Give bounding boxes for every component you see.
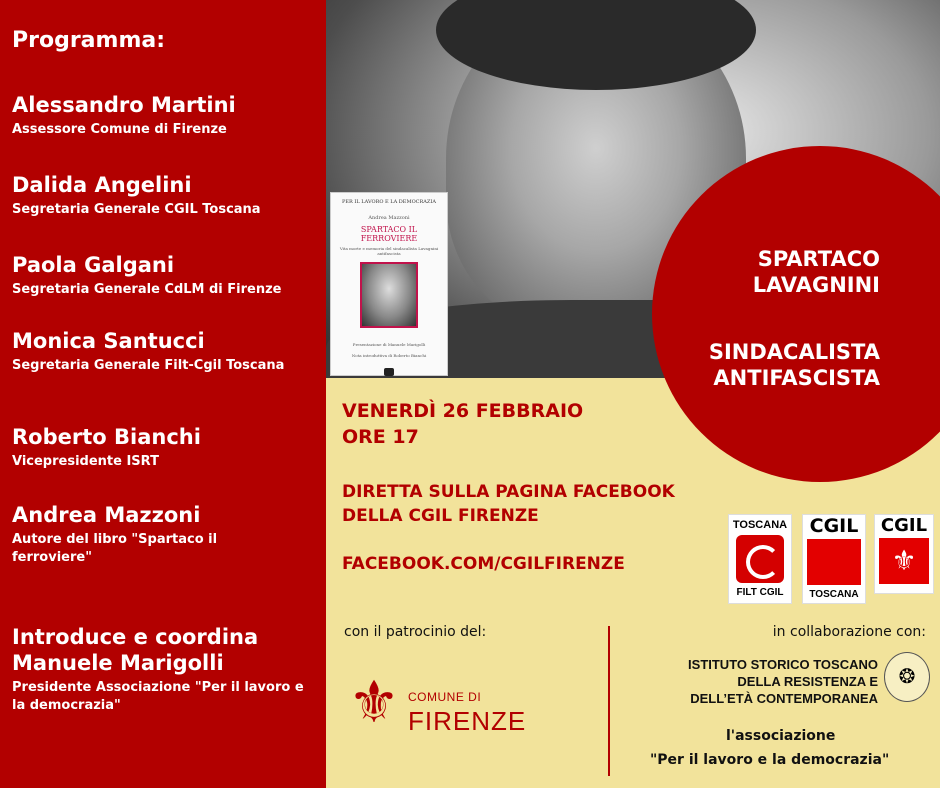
- event-time: ORE 17: [342, 426, 419, 448]
- speaker-5: [12, 424, 320, 471]
- patronage-label: con il patrocinio del:: [344, 624, 487, 640]
- cgil-firenze-logo: [874, 514, 934, 594]
- speaker-name: Paola Galgani: [12, 253, 175, 277]
- isrt-line-1: ISTITUTO STORICO TOSCANO: [688, 657, 878, 672]
- stream-line-2: DELLA CGIL FIRENZE: [342, 506, 539, 526]
- speaker-role: Assessore Comune di Firenze: [12, 122, 227, 137]
- book-series: PER IL LAVORO E LA DEMOCRAZIA: [342, 199, 436, 205]
- association-name: "Per il lavoro e la democrazia": [650, 752, 890, 768]
- comune-big-text: FIRENZE: [408, 706, 527, 736]
- isrt-line-2: DELLA RESISTENZA E: [737, 674, 878, 689]
- cgil-toscana-logo: [802, 514, 866, 604]
- speaker-name: Roberto Bianchi: [12, 425, 201, 449]
- circle-name: SPARTACO LAVAGNINI: [752, 247, 880, 297]
- cgil-red-square-icon: [807, 539, 861, 585]
- publisher-logo-icon: [384, 368, 394, 376]
- filt-logo-top: TOSCANA: [732, 519, 788, 531]
- book-preface: Presentazione di Manuele Marigolli: [352, 342, 426, 347]
- speaker-role: Segretaria Generale CGIL Toscana: [12, 202, 261, 217]
- speaker-1: [12, 92, 320, 139]
- moderator-intro: Introduce e coordina: [12, 625, 259, 649]
- speaker-name: Monica Santucci: [12, 329, 205, 353]
- moderator-name: Manuele Marigolli: [12, 651, 224, 675]
- stream-line-1: DIRETTA SULLA PAGINA FACEBOOK: [342, 482, 675, 502]
- comune-firenze-logo: [344, 668, 564, 738]
- facebook-link[interactable]: FACEBOOK.COM/CGILFIRENZE: [342, 554, 625, 574]
- isrt-line-3: DELL’ETÀ CONTEMPORANEA: [690, 691, 878, 706]
- book-title: SPARTACO IL FERROVIERE: [360, 225, 418, 243]
- isrt-name: [640, 656, 878, 707]
- book-cover: [330, 192, 448, 376]
- speaker-6: [12, 502, 272, 567]
- cgil-toscana-bottom: TOSCANA: [809, 589, 859, 600]
- moderator: [12, 624, 318, 715]
- cgil-firenze-top: CGIL: [880, 515, 928, 536]
- speaker-3: [12, 252, 320, 299]
- speaker-2: [12, 172, 320, 219]
- speaker-role: Segretaria Generale CdLM di Firenze: [12, 282, 282, 297]
- speaker-4: [12, 328, 320, 375]
- event-stream: [342, 480, 675, 528]
- circle-subtitle: SINDACALISTA ANTIFASCISTA: [708, 340, 880, 390]
- cgil-toscana-top: CGIL: [809, 515, 859, 537]
- speaker-role: Segretaria Generale Filt-Cgil Toscana: [12, 358, 285, 373]
- program-panel: [0, 0, 326, 788]
- speaker-name: Andrea Mazzoni: [12, 503, 201, 527]
- event-datetime: [342, 398, 583, 450]
- filt-logo-bottom: FILT CGIL: [736, 587, 784, 598]
- book-author: Andrea Mazzoni: [368, 215, 410, 221]
- speaker-role: Autore del libro "Spartaco il ferroviere": [12, 532, 218, 565]
- speaker-role: Vicepresidente ISRT: [12, 454, 159, 469]
- filt-wheel-icon: [736, 535, 784, 583]
- isrt-seal-icon: ❂: [884, 652, 930, 702]
- association-label: l'associazione: [726, 728, 836, 744]
- book-note: Nota introduttiva di Roberto Bianchi: [351, 353, 427, 358]
- moderator-role: Presidente Associazione "Per il lavoro e la democrazia": [12, 680, 304, 713]
- book-subtitle: Vita morte e memoria del sindacalista Lavagnini antifascista: [339, 246, 439, 256]
- comune-small-text: COMUNE DI: [408, 690, 482, 704]
- footer-divider: [608, 626, 610, 776]
- fleur-de-lis-icon: ⚜: [879, 538, 929, 584]
- speaker-name: Alessandro Martini: [12, 93, 236, 117]
- event-date: VENERDÌ 26 FEBBRAIO: [342, 400, 584, 422]
- program-heading: Programma:: [12, 28, 166, 53]
- speaker-name: Dalida Angelini: [12, 173, 192, 197]
- collaboration-label: in collaborazione con:: [772, 624, 926, 640]
- filt-cgil-logo: [728, 514, 792, 604]
- florence-lily-icon: ⚜: [348, 670, 400, 735]
- book-portrait: [360, 262, 418, 328]
